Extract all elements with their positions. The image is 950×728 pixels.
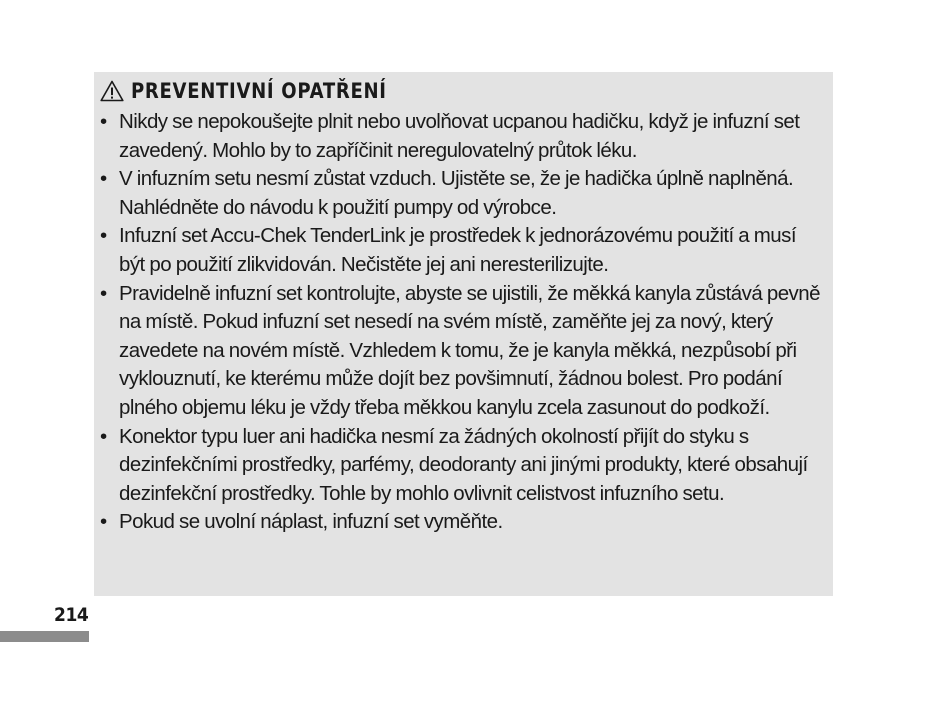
caution-item [100, 423, 825, 509]
caution-title: PREVENTIVNÍ OPATŘENÍ [131, 79, 387, 103]
page-marker-bar [0, 631, 89, 642]
bullet: • [100, 281, 107, 305]
bullet: • [100, 224, 107, 248]
caution-item [100, 222, 825, 279]
caution-item-text: Pravidelně infuzní set kontrolujte, abyste se ujistili, že měkká kanyla zůstává pevně na místě. Pokud infuzní set nesedí na svém místě, zaměňte jej za nový, který zavedete na novém místě. Vzhledem k tomu, že je kanyla měkká, nezpůsobí při vyklouznutí, ke kterému může dojít bez povšimnutí, žádnou bolest. Pro podání plného objemu léku je vždy třeba měkkou kanylu zcela zasunout do podkoží. [119, 281, 820, 419]
page-number: 214 [54, 604, 89, 626]
bullet: • [100, 110, 107, 133]
caution-item [100, 108, 825, 165]
caution-item-text: Pokud se uvolní náplast, infuzní set vyměňte. [119, 510, 503, 534]
caution-item-text: V infuzním setu nesmí zůstat vzduch. Ujistěte se, že je hadička úplně naplněná. Nahlédněte do návodu k použití pumpy od výrobce. [119, 167, 794, 219]
caution-item [100, 165, 825, 222]
caution-item-text: Konektor typu luer ani hadička nesmí za žádných okolností přijít do styku s dezinfekčními prostředky, parfémy, deodoranty ani jinými produkty, které obsahují dezinfekční prostředky. Tohle by mohlo ovlivnit celistvost infuzního setu. [119, 424, 808, 505]
caution-item [100, 508, 825, 537]
caution-item-text: Nikdy se nepokoušejte plnit nebo uvolňovat ucpanou hadičku, když je infuzní set zavedený. Mohlo by to zapříčinit neregulovatelný průtok léku. [119, 110, 800, 162]
caution-item [100, 280, 825, 423]
caution-box [94, 72, 833, 596]
caution-item-text: Infuzní set Accu-Chek TenderLink je prostředek k jednorázovému použití a musí být po použití zlikvidován. Nečistěte jej ani neresterilizujte. [119, 224, 796, 276]
caution-heading [100, 75, 825, 107]
caution-list [100, 108, 825, 537]
bullet: • [100, 167, 107, 191]
bullet: • [100, 424, 107, 448]
bullet: • [100, 510, 107, 534]
warning-triangle-icon [100, 80, 124, 102]
